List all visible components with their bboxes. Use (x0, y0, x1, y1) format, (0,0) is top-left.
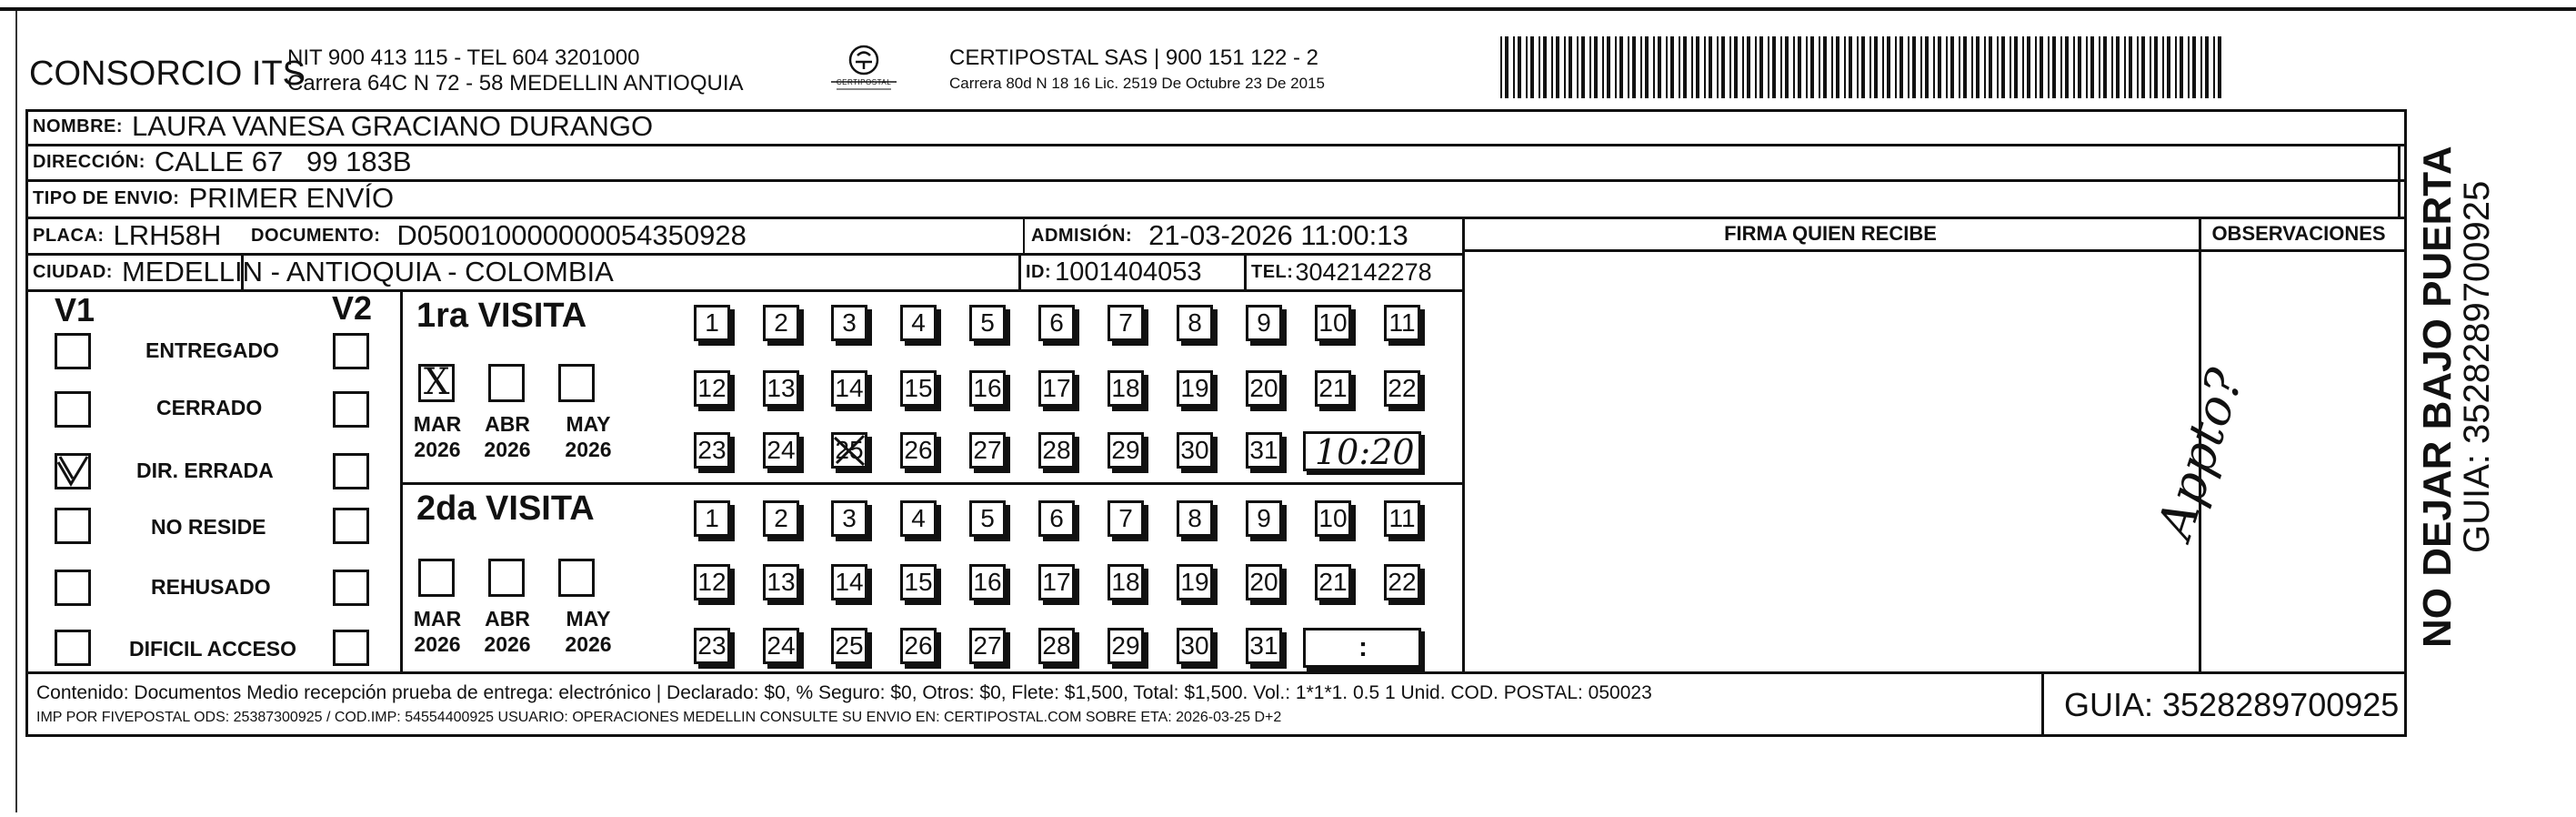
day-box-17[interactable]: 17 (1038, 564, 1075, 600)
row-line (25, 671, 2407, 674)
second-month-box-abr[interactable] (488, 559, 525, 597)
v2-checkbox-cerrado[interactable] (333, 391, 369, 428)
option-label: DIFICIL ACCESO (129, 637, 297, 661)
day-box-12[interactable]: 12 (694, 564, 730, 600)
nombre-row (33, 107, 653, 146)
day-box-17[interactable]: 17 (1038, 370, 1075, 407)
v1-checkbox-entregado[interactable] (55, 333, 91, 369)
option-label: DIR. ERRADA (136, 459, 274, 482)
nombre-value: LAURA VANESA GRACIANO DURANGO (132, 110, 654, 142)
v2-checkbox-dir-errada[interactable] (333, 453, 369, 489)
card-top-edge (0, 7, 2576, 11)
second-visit-title: 2da VISITA (416, 489, 595, 528)
day-box-21[interactable]: 21 (1315, 564, 1351, 600)
documento-value: D050010000000054350928 (396, 219, 747, 251)
day-box-12[interactable]: 12 (694, 370, 730, 407)
month-year: 2026 (414, 632, 461, 656)
first-month-label-mar (406, 411, 469, 462)
second-month-box-may[interactable] (558, 559, 595, 597)
carrier-name: CERTIPOSTAL SAS | 900 151 122 - 2 (949, 45, 1318, 70)
day-box-5[interactable]: 5 (969, 305, 1006, 341)
col-line (1023, 217, 1025, 253)
second-month-label-abr (476, 606, 539, 657)
day-box-6[interactable]: 6 (1038, 305, 1075, 341)
option-label: CERRADO (156, 396, 263, 419)
day-box-3[interactable]: 3 (831, 500, 867, 537)
first-time-box[interactable] (1303, 431, 1421, 471)
option-label: NO RESIDE (151, 515, 266, 539)
second-month-box-mar[interactable] (418, 559, 455, 597)
day-box-8[interactable]: 8 (1177, 305, 1213, 341)
month-year: 2026 (414, 438, 461, 461)
ciudad-value: MEDELLIN - ANTIOQUIA - COLOMBIA (121, 256, 614, 287)
v1-checkbox-rehusado[interactable] (55, 570, 91, 606)
observaciones-handwriting: Appto? (2146, 362, 2255, 546)
day-box-13[interactable]: 13 (763, 564, 799, 600)
ciudad-row (33, 253, 614, 291)
month-name: ABR (485, 607, 530, 630)
company-address: Carrera 64C N 72 - 58 MEDELLIN ANTIOQUIA (287, 71, 744, 96)
id-row (1026, 253, 1201, 291)
second-time-value: : (1358, 632, 1368, 662)
observaciones-label: OBSERVACIONES (2211, 222, 2386, 245)
day-box-30[interactable]: 30 (1177, 432, 1213, 469)
day-box-8[interactable]: 8 (1177, 500, 1213, 537)
day-box-10[interactable]: 10 (1315, 500, 1351, 537)
day-box-24[interactable]: 24 (763, 628, 799, 664)
v1-checkbox-cerrado[interactable] (55, 391, 91, 428)
day-box-2[interactable]: 2 (763, 500, 799, 537)
id-label: ID: (1026, 261, 1052, 282)
day-box-27[interactable]: 27 (969, 432, 1006, 469)
day-box-26[interactable]: 26 (900, 628, 937, 664)
first-month-label-abr (476, 411, 539, 462)
company-name: CONSORCIO ITS (29, 55, 306, 93)
nombre-label: NOMBRE: (33, 116, 124, 136)
first-visit-title: 1ra VISITA (416, 297, 587, 335)
day-box-30[interactable]: 30 (1177, 628, 1213, 664)
placa-label: PLACA: (33, 225, 105, 246)
direccion-row (33, 143, 412, 181)
firma-label: FIRMA QUIEN RECIBE (1724, 222, 1937, 245)
month-name: MAR (413, 412, 462, 436)
day-box-22[interactable]: 22 (1384, 370, 1420, 407)
day-box-9[interactable]: 9 (1246, 500, 1282, 537)
col-line (2041, 671, 2044, 737)
day-box-15[interactable]: 15 (900, 564, 937, 600)
tel-value: 3042142278 (1295, 257, 1432, 286)
day-box-23[interactable]: 23 (694, 628, 730, 664)
option-label: ENTREGADO (145, 338, 279, 362)
v1-checkbox-dificil-acceso[interactable] (55, 630, 91, 666)
id-value: 1001404053 (1055, 257, 1202, 287)
tel-row (1251, 253, 1432, 291)
certipostal-logo (827, 42, 900, 96)
company-nit: NIT 900 413 115 - TEL 604 3201000 (287, 45, 640, 70)
month-name: MAR (413, 607, 462, 630)
certipostal-logo-text: CERTIPOSTAL (836, 78, 892, 86)
day-box-3[interactable]: 3 (831, 305, 867, 341)
admision-row (1031, 217, 1408, 255)
day-box-23[interactable]: 23 (694, 432, 730, 469)
first-month-label-may (556, 411, 620, 462)
day-box-31[interactable]: 31 (1246, 628, 1282, 664)
day-box-25[interactable]: 25 (831, 432, 867, 469)
day-box-6[interactable]: 6 (1038, 500, 1075, 537)
carrier-license: Carrera 80d N 18 16 Lic. 2519 De Octubre 23 De 2015 (949, 75, 1325, 92)
day-box-14[interactable]: 14 (831, 564, 867, 600)
day-box-4[interactable]: 4 (900, 305, 937, 341)
month-year: 2026 (484, 438, 531, 461)
day-box-19[interactable]: 19 (1177, 370, 1213, 407)
day-box-15[interactable]: 15 (900, 370, 937, 407)
day-box-11[interactable]: 11 (1384, 500, 1420, 537)
second-month-label-may (556, 606, 620, 657)
option-label: REHUSADO (151, 575, 271, 599)
first-month-box-mar[interactable] (418, 361, 455, 403)
day-box-25[interactable]: 25 (831, 628, 867, 664)
v2-checkbox-entregado[interactable] (333, 333, 369, 369)
tipo-envio-value: PRIMER ENVÍO (188, 182, 395, 214)
day-box-4[interactable]: 4 (900, 500, 937, 537)
day-box-9[interactable]: 9 (1246, 305, 1282, 341)
day-box-26[interactable]: 26 (900, 432, 937, 469)
day-box-31[interactable]: 31 (1246, 432, 1282, 469)
day-box-7[interactable]: 7 (1108, 305, 1144, 341)
day-box-29[interactable]: 29 (1108, 432, 1144, 469)
day-box-1[interactable]: 1 (694, 500, 730, 537)
documento-row (251, 217, 747, 255)
day-box-19[interactable]: 19 (1177, 564, 1213, 600)
day-box-27[interactable]: 27 (969, 628, 1006, 664)
day-box-13[interactable]: 13 (763, 370, 799, 407)
row-line (1462, 249, 2407, 252)
second-month-label-mar (406, 606, 469, 657)
col-line (1244, 253, 1247, 289)
day-box-20[interactable]: 20 (1246, 370, 1282, 407)
month-name: ABR (485, 412, 530, 436)
direccion-value: CALLE 67 99 183B (154, 146, 412, 177)
first-time-value: 10:20 (1315, 432, 1415, 472)
first-month-box-abr[interactable] (488, 364, 525, 402)
month-name: MAY (566, 607, 611, 630)
col-line (1462, 217, 1465, 671)
v1-label: V1 (55, 291, 95, 328)
month-year: 2026 (565, 632, 612, 656)
v2-checkbox-rehusado[interactable] (333, 570, 369, 606)
day-box-14[interactable]: 14 (831, 370, 867, 407)
month-year: 2026 (565, 438, 612, 461)
v2-checkbox-dificil-acceso[interactable] (333, 630, 369, 666)
row-line (400, 482, 1462, 485)
v1-checkbox-no-reside[interactable] (55, 508, 91, 544)
month-year: 2026 (484, 632, 531, 656)
cross-mark-icon (831, 432, 867, 469)
second-time-box[interactable] (1303, 628, 1421, 668)
tel-label: TEL: (1251, 261, 1294, 282)
placa-value: LRH58H (113, 219, 222, 251)
admision-label: ADMISIÓN: (1031, 225, 1133, 246)
day-box-11[interactable]: 11 (1384, 305, 1420, 341)
day-box-1[interactable]: 1 (694, 305, 730, 341)
col-line (2398, 144, 2401, 217)
v2-label: V2 (332, 289, 373, 327)
footer-content: Contenido: Documentos Medio recepción prueba de entrega: electrónico | Declarado: $0, % Seguro: $0, Otros: $0, Flete: $1,500, Total: $1,500. Vol.: 1*1*1. 0.5 1 Unid. COD. POSTAL: 050023 (36, 682, 1652, 703)
col-line (1018, 253, 1021, 289)
tipo-envio-label: TIPO DE ENVIO: (33, 187, 180, 208)
col-line (400, 289, 403, 671)
tipo-envio-row (33, 179, 394, 217)
v1-checkbox-dir-errada[interactable] (55, 453, 91, 489)
day-box-22[interactable]: 22 (1384, 564, 1420, 600)
v2-checkbox-no-reside[interactable] (333, 508, 369, 544)
footer-print-info: IMP POR FIVEPOSTAL ODS: 25387300925 / COD.IMP: 54554400925 USUARIO: OPERACIONES MEDELLIN CONSULTE SU ENVIO EN: CERTIPOSTAL.COM SOBRE ETA: 2026-03-25 D+2 (36, 710, 1282, 725)
ciudad-label: CIUDAD: (33, 261, 113, 282)
day-box-16[interactable]: 16 (969, 370, 1006, 407)
day-box-5[interactable]: 5 (969, 500, 1006, 537)
first-month-box-may[interactable] (558, 364, 595, 402)
footer-guia: GUIA: 3528289700925 (2064, 686, 2400, 723)
month-name: MAY (566, 412, 611, 436)
day-box-24[interactable]: 24 (763, 432, 799, 469)
documento-label: DOCUMENTO: (251, 225, 381, 246)
day-box-2[interactable]: 2 (763, 305, 799, 341)
day-box-10[interactable]: 10 (1315, 305, 1351, 341)
checkmark-icon (55, 453, 91, 489)
side-no-dejar: NO DEJAR BAJO PUERTA (2415, 146, 2460, 648)
day-box-20[interactable]: 20 (1246, 564, 1282, 600)
day-box-28[interactable]: 28 (1038, 628, 1075, 664)
day-box-18[interactable]: 18 (1108, 370, 1144, 407)
day-box-28[interactable]: 28 (1038, 432, 1075, 469)
day-box-18[interactable]: 18 (1108, 564, 1144, 600)
day-box-7[interactable]: 7 (1108, 500, 1144, 537)
barcode (1500, 36, 2223, 98)
day-box-29[interactable]: 29 (1108, 628, 1144, 664)
day-box-21[interactable]: 21 (1315, 370, 1351, 407)
side-guia: GUIA: 3528289700925 (2457, 180, 2497, 553)
day-box-16[interactable]: 16 (969, 564, 1006, 600)
card-left-edge (15, 7, 17, 812)
direccion-label: DIRECCIÓN: (33, 151, 145, 172)
admision-value: 21-03-2026 11:00:13 (1148, 219, 1408, 251)
placa-row (33, 217, 221, 255)
month-mark: X (424, 361, 450, 403)
